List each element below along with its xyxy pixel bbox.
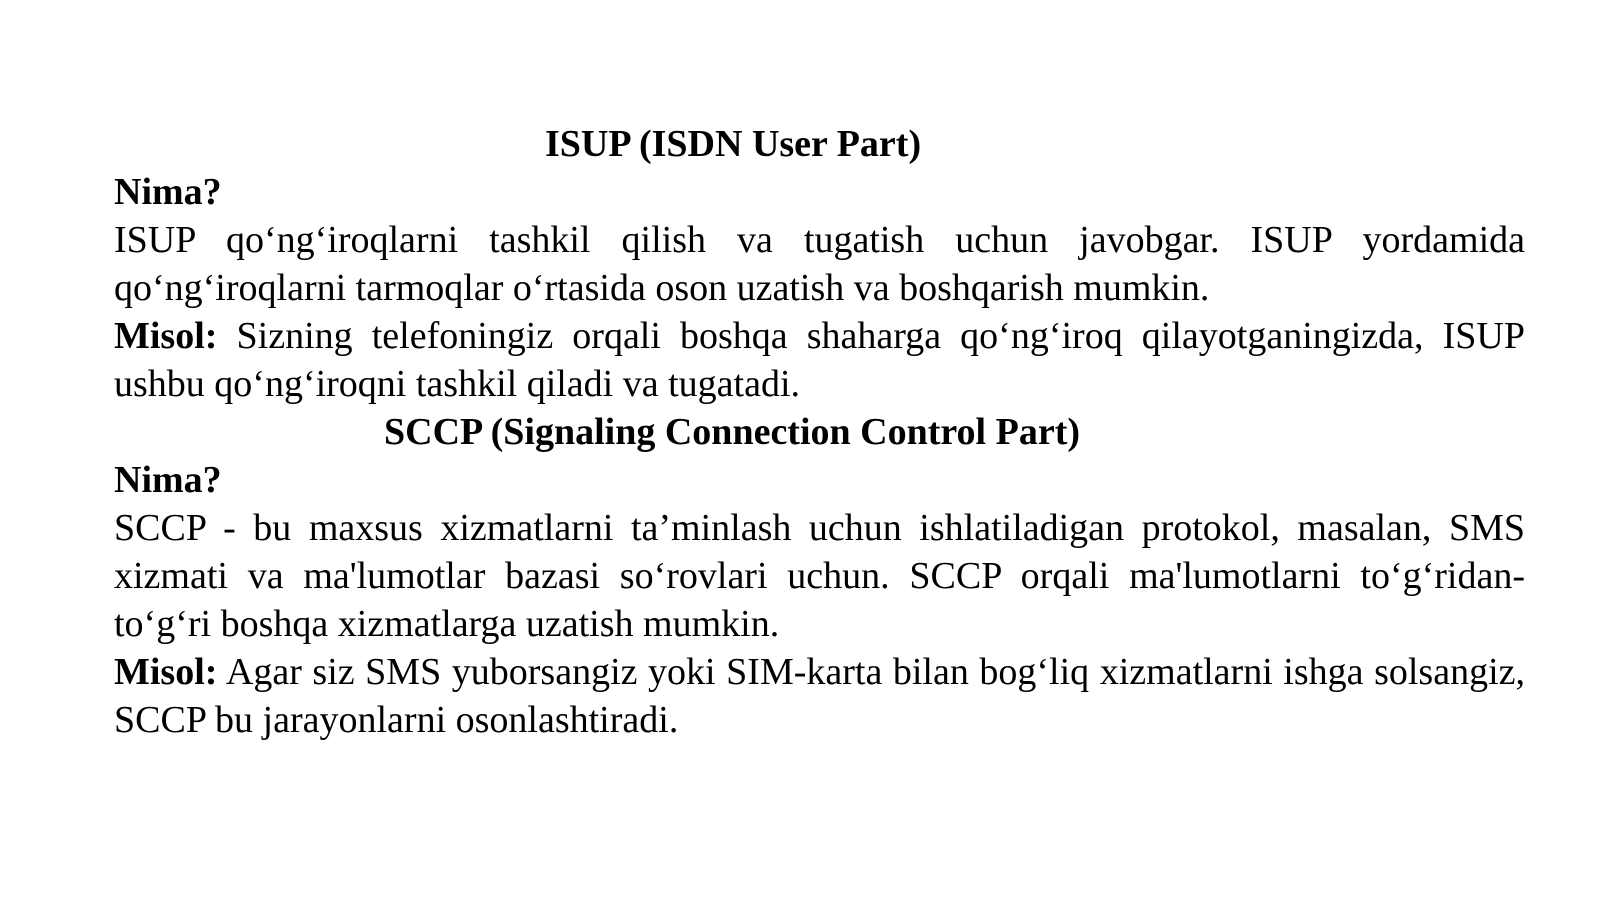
section-title-isup: ISUP (ISDN User Part) <box>545 123 922 165</box>
example-text-sccp: Agar siz SMS yuborsangiz yoki SIM-karta bilan bog‘liq xizmatlarni ishga solsangiz, SCCP bu jarayonlarni osonlashtiradi. <box>114 651 1525 741</box>
example-isup <box>114 312 1525 408</box>
section-title-sccp: SCCP (Signaling Connection Control Part) <box>384 411 1081 453</box>
description-sccp: SCCP - bu maxsus xizmatlarni ta’minlash uchun ishlatiladigan protokol, masalan, SMS xizmati va ma'lumotlar bazasi so‘rovlari uchun. SCCP orqali ma'lumotlarni to‘g‘ridan-to‘g‘ri boshqa xizmatlarga uzatish mumkin. <box>114 507 1525 645</box>
example-text-isup: Sizning telefoningiz orqali boshqa shaharga qo‘ng‘iroq qilayotganingizda, ISUP ushbu qo‘ng‘iroqni tashkil qiladi va tugatadi. <box>114 315 1525 405</box>
example-label-isup: Misol: <box>114 315 218 357</box>
document-page <box>114 120 1525 744</box>
description-isup: ISUP qo‘ng‘iroqlarni tashkil qilish va tugatish uchun javobgar. ISUP yordamida qo‘ng‘iroqlarni tarmoqlar o‘rtasida oson uzatish va boshqarish mumkin. <box>114 219 1525 309</box>
example-sccp <box>114 648 1525 744</box>
example-label-sccp: Misol: <box>114 651 218 693</box>
what-label-sccp: Nima? <box>114 459 222 501</box>
what-label-isup: Nima? <box>114 171 222 213</box>
